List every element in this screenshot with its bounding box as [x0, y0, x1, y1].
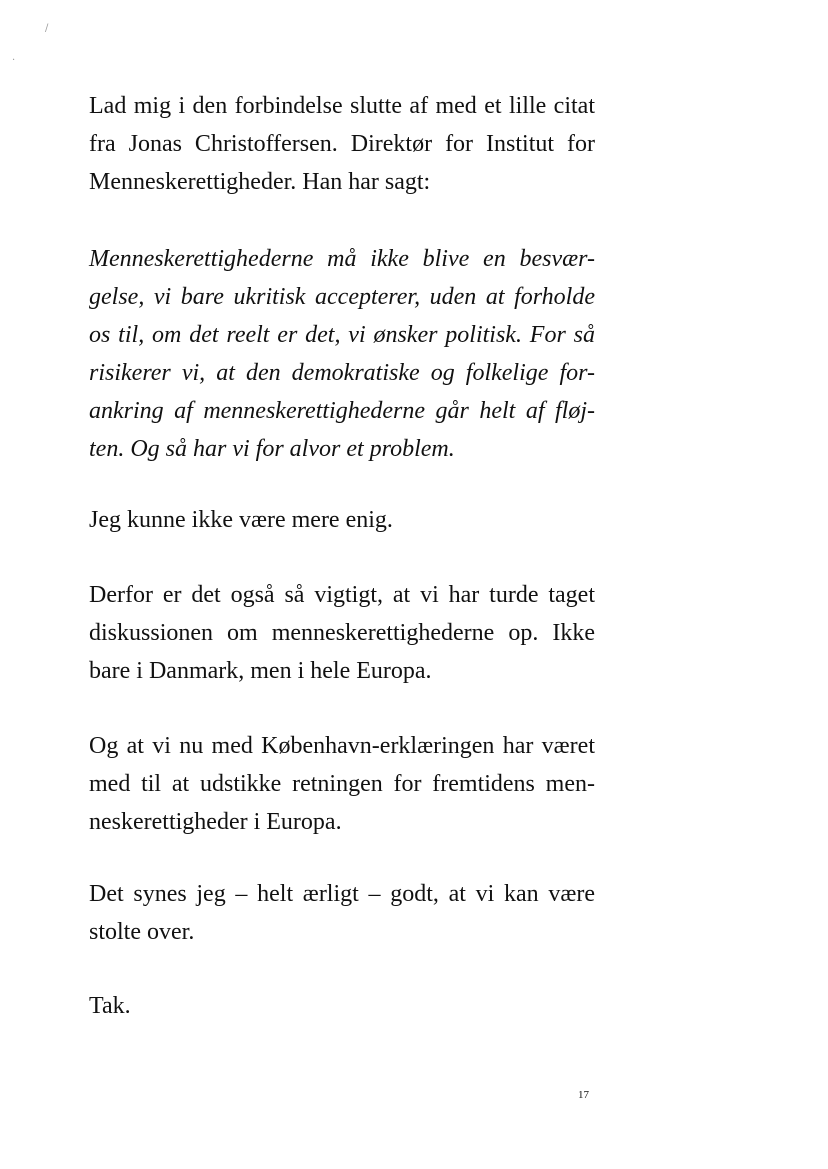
- text-line: neskerettigheder i Europa.: [89, 809, 342, 835]
- quote-line: risikerer vi, at den demokratiske og folkelige for-: [89, 360, 595, 386]
- paragraph-copenhagen-declaration: [89, 727, 595, 841]
- text-line: bare i Danmark, men i hele Europa.: [89, 658, 432, 684]
- quote-paragraph: [89, 240, 595, 468]
- text-line: fra Jonas Christoffersen. Direktør for Institut for: [89, 131, 595, 157]
- text-line: diskussionen om menneskerettighederne op. Ikke: [89, 620, 595, 646]
- paragraph-discussion: [89, 576, 595, 690]
- paragraph-agreement: [89, 501, 595, 539]
- text-line: stolte over.: [89, 919, 195, 945]
- text-line: Menneskerettigheder. Han har sagt:: [89, 169, 431, 195]
- scan-mark: /: [45, 23, 49, 34]
- text-line: Det synes jeg – helt ærligt – godt, at vi kan være: [89, 881, 595, 907]
- paragraph-citation-intro: [89, 87, 595, 201]
- quote-line: ten. Og så har vi for alvor et problem.: [89, 436, 455, 462]
- text-line: Derfor er det også så vigtigt, at vi har turde taget: [89, 582, 595, 608]
- quote-line: Menneskerettighederne må ikke blive en besvær-: [89, 246, 595, 272]
- text-line: Jeg kunne ikke være mere enig.: [89, 507, 393, 533]
- scan-mark: ·: [12, 55, 16, 66]
- text-line: Tak.: [89, 993, 131, 1019]
- paragraph-pride: [89, 875, 595, 951]
- quote-line: gelse, vi bare ukritisk accepterer, uden at forholde: [89, 284, 595, 310]
- text-line: Og at vi nu med København-erklæringen har været: [89, 733, 595, 759]
- paragraph-thanks: [89, 987, 595, 1025]
- quote-line: os til, om det reelt er det, vi ønsker politisk. For så: [89, 322, 595, 348]
- text-line: med til at udstikke retningen for fremtidens men-: [89, 771, 595, 797]
- text-line: Lad mig i den forbindelse slutte af med et lille citat: [89, 93, 595, 119]
- quote-line: ankring af menneskerettighederne går helt af fløj-: [89, 398, 595, 424]
- page-number: 17: [578, 1089, 589, 1101]
